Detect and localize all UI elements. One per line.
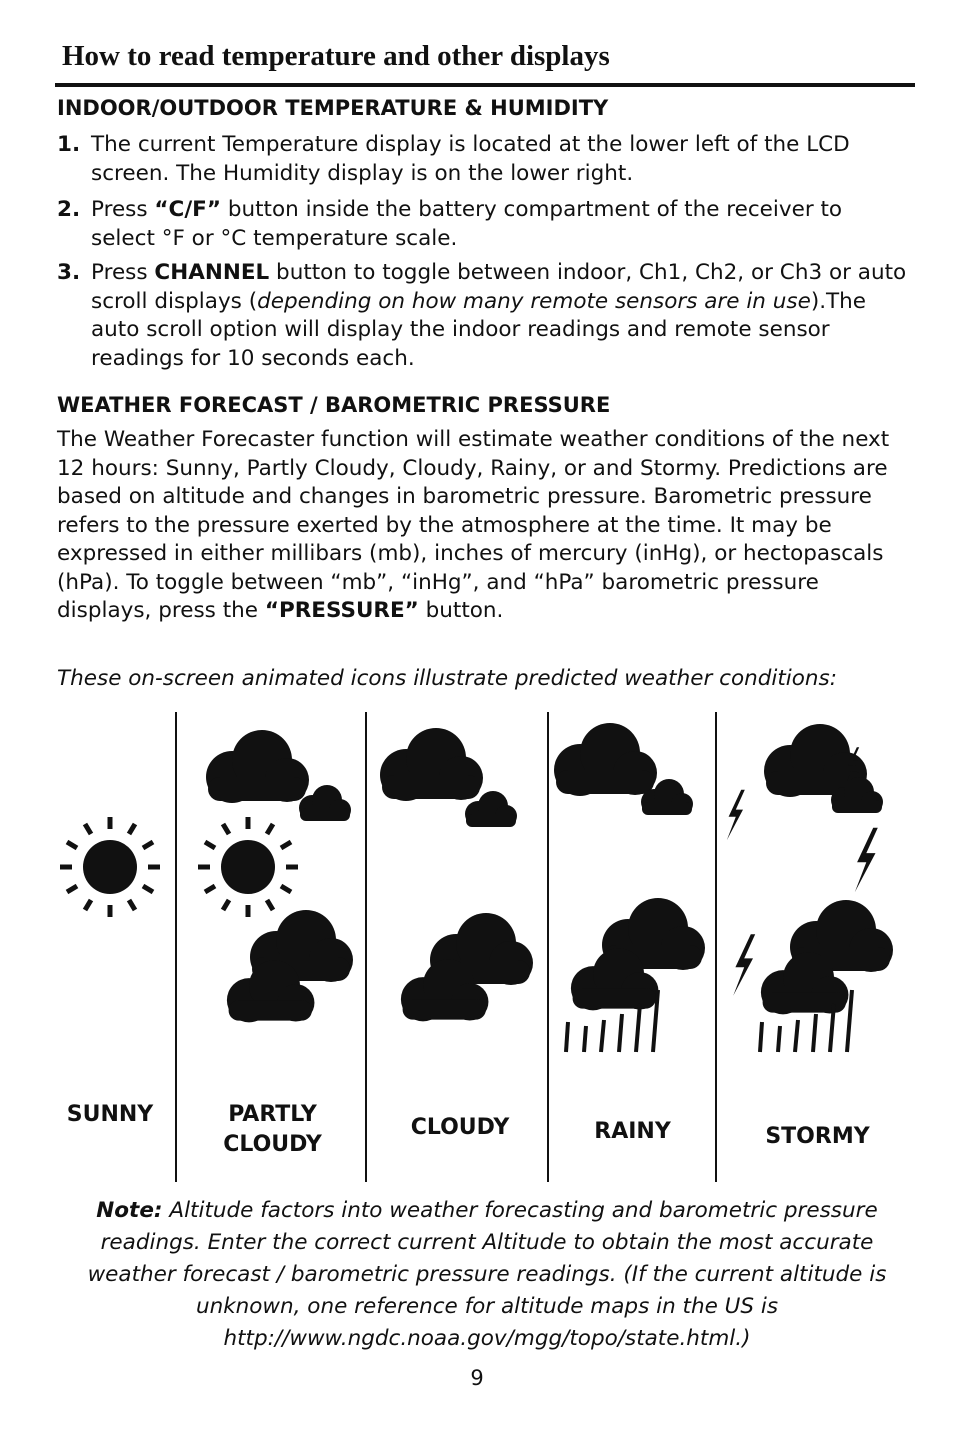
item-text-bold: “C/F”	[154, 197, 222, 222]
item-text-italic: depending on how many remote sensors are in use	[257, 288, 811, 314]
item-number: 3.	[57, 260, 81, 285]
note-label: Note:	[96, 1198, 163, 1223]
divider-line	[715, 712, 717, 1182]
item-text-post: button inside the battery compartment of the receiver to select °F or °C temperature scale.	[91, 197, 843, 251]
divider-line	[365, 712, 367, 1182]
rainy-icon	[554, 723, 705, 1052]
label-stormy: STORMY	[765, 1124, 870, 1149]
item-number: 2.	[57, 197, 81, 222]
section-heading-forecast: WEATHER FORECAST / BAROMETRIC PRESSURE	[57, 393, 611, 417]
icons-caption: These on-screen animated icons illustrate predicted weather conditions:	[57, 666, 837, 691]
item-number: 1.	[57, 132, 81, 157]
item-text-post: ).The auto scroll option will display the indoor readings and remote sensor readings for 10 seconds each.	[91, 288, 867, 371]
page-number: 9	[470, 1366, 484, 1390]
pressure-button-name: “PRESSURE”	[264, 598, 419, 623]
forecast-body: The Weather Forecaster function will estimate weather conditions of the next 12 hours: Sunny, Partly Cloudy, Cloudy, Rainy, or and Stormy. Predictions are based on altitude and changes in barometric pressure. Barometric pressure refers to the pressure exerted by the atmosphere at the time. It may be expressed in either millibars (mb), inches of mercury (inHg), or hectopascals (hPa). To toggle between “mb”, “inHg”, and “hPa” barometric pressure displays, press the	[57, 427, 890, 623]
item-text-mid: button to toggle between indoor, Ch1, Ch2, or Ch3 or auto scroll displays (	[91, 260, 907, 314]
altitude-note	[70, 1195, 904, 1355]
partly-cloudy-icon	[198, 730, 353, 1022]
item-text-pre: Press	[91, 260, 155, 285]
stormy-icon	[727, 724, 893, 1052]
item-text: The current Temperature display is located at the lower left of the LCD screen. The Humidity display is on the lower right.	[91, 132, 850, 186]
item-text-pre: Press	[91, 197, 155, 222]
note-text: Altitude factors into weather forecasting and barometric pressure readings. Enter the correct current Altitude to obtain the most accurate weather forecast / barometric pressure readings. (If the current altitude is unknown, one reference for altitude maps in the US is http://www.ngdc.noaa.gov/mgg/topo/state.html.)	[87, 1198, 887, 1351]
label-partly-cloudy: PARTLY CLOUDY	[223, 1102, 322, 1157]
sunny-icon	[60, 817, 160, 917]
page-title: How to read temperature and other displays	[62, 40, 610, 72]
cloudy-icon	[380, 728, 533, 1021]
label-cloudy: CLOUDY	[410, 1115, 510, 1140]
divider-line	[547, 712, 549, 1182]
label-sunny: SUNNY	[66, 1102, 154, 1127]
section-heading-temperature: INDOOR/OUTDOOR TEMPERATURE & HUMIDITY	[57, 96, 609, 120]
forecast-body-end: button.	[418, 598, 504, 623]
divider-line	[175, 712, 177, 1182]
label-rainy: RAINY	[594, 1119, 671, 1144]
item-text-bold: CHANNEL	[154, 260, 270, 285]
